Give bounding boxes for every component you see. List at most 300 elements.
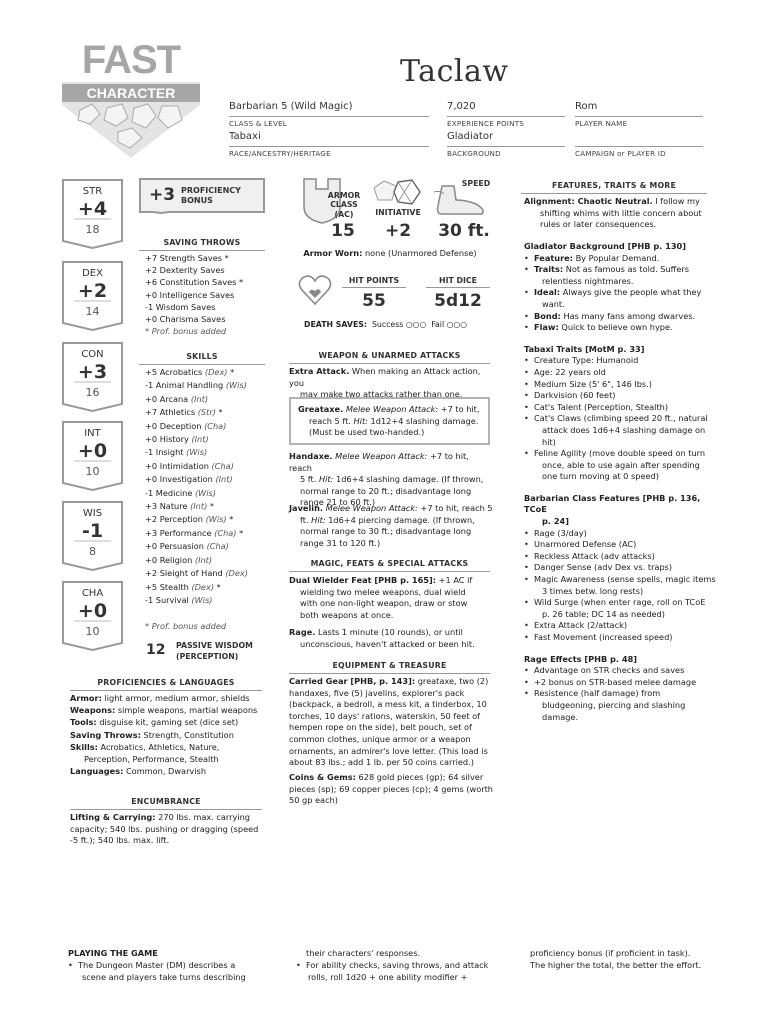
initiative-value: +2 <box>384 221 412 241</box>
gear-line <box>289 676 497 688</box>
skill-proficiency-mark: * <box>229 514 234 525</box>
skill-proficiency-mark: * <box>230 367 235 377</box>
handaxe-key: Handaxe. <box>289 451 333 461</box>
javelin-line: +7 to hit, reach 5 <box>420 503 493 513</box>
dual-wielder-line: with one non-light weapon, draw or stow <box>300 598 468 609</box>
encumbrance-title: ENCUMBRANCE <box>70 797 262 810</box>
ability-modifier: +4 <box>77 198 108 220</box>
skill-ability: (Cha) <box>214 527 237 538</box>
proficiencies-list <box>70 692 268 777</box>
fast-character-logo <box>62 40 200 158</box>
skill-proficiency-mark: * <box>239 527 244 538</box>
skill-proficiency-mark: * <box>216 581 221 592</box>
ability-wis <box>62 501 123 571</box>
skill-ability: (Wis) <box>191 594 213 605</box>
gladiator-trait-value: Has many fans among dwarves. <box>563 310 696 321</box>
ability-score: 16 <box>85 386 100 399</box>
saving-throw-item: +2 Dexterity Saves <box>145 265 225 276</box>
encumbrance-line: -5 ft.); 540 lbs. max. lift. <box>70 835 170 846</box>
saving-throw-item: +0 Intelligence Saves <box>145 289 235 300</box>
proficiency-value: Acrobatics, Athletics, Nature, <box>100 741 220 752</box>
proficiency-key: Saving Throws: <box>70 729 141 740</box>
greataxe-line: (Must be used two-handed.) <box>309 427 425 438</box>
handaxe-attack-type: Melee Weapon Attack: <box>335 451 428 461</box>
skill-name: Deception <box>159 420 202 431</box>
passive-wisdom-label <box>176 641 276 662</box>
dual-wielder-feat <box>289 575 494 621</box>
greataxe-line: +7 to hit, <box>440 404 480 414</box>
skill-row <box>145 567 270 580</box>
feature-bullet-line: • Rage (3/day) <box>524 528 718 540</box>
proficiency-row <box>70 753 268 765</box>
rage-key: Rage. <box>289 627 316 637</box>
attacks-title: WEAPON & UNARMED ATTACKS <box>289 351 490 364</box>
extra-attack-line: may make two attacks rather than one. <box>300 389 463 400</box>
feature-bullet-line: • Medium Size (5' 6", 146 lbs.) <box>524 379 718 391</box>
encumbrance-text <box>70 812 268 847</box>
skill-row <box>145 446 270 459</box>
ability-modifier: -1 <box>81 520 104 542</box>
proficiency-value: Perception, Performance, Stealth <box>84 754 219 765</box>
skills-list <box>145 366 270 607</box>
skill-name: History <box>159 434 189 445</box>
skill-modifier: +3 <box>145 527 158 538</box>
ability-modifier: +2 <box>77 280 108 302</box>
gladiator-trait-line <box>524 287 718 299</box>
skill-ability: (Cha) <box>204 420 227 431</box>
extra-attack <box>289 366 494 401</box>
proficiency-value: simple weapons, martial weapons <box>117 705 258 716</box>
alignment-line: I follow my <box>655 196 700 206</box>
saving-throws-list <box>145 252 270 337</box>
skill-name: Stealth <box>159 581 189 592</box>
proficiency-value: Common, Dwarvish <box>125 766 207 777</box>
skill-modifier: +0 <box>145 474 158 485</box>
feature-bullet-line: • Extra Attack (2/attack) <box>524 620 718 632</box>
ability-name: STR <box>82 186 103 197</box>
skill-ability: (Cha) <box>211 460 234 471</box>
gladiator-trait-line <box>524 264 718 276</box>
feature-section-title: Tabaxi Traits [MotM p. 33] <box>524 343 645 354</box>
alignment <box>524 196 714 231</box>
skill-modifier: +0 <box>145 554 158 565</box>
skill-name: Survival <box>155 594 189 605</box>
skill-row <box>145 420 270 433</box>
javelin-line: normal range to 30 ft.; disadvantage long <box>300 526 472 537</box>
dual-wielder-line: +1 AC if <box>438 575 473 585</box>
class-level-value: Barbarian 5 (Wild Magic) <box>229 101 353 112</box>
skill-name: Intimidation <box>159 460 209 471</box>
skill-modifier: -1 <box>145 380 154 391</box>
feature-bullet-line: • Cat's Talent (Perception, Stealth) <box>524 402 718 414</box>
race-field <box>229 130 429 158</box>
death-saves-fail-label: Fail <box>431 320 445 329</box>
coins-line: pieces (sp); 69 copper pieces (cp); 4 gems (worth <box>289 783 493 794</box>
gear-line: (backpack, a bedroll, a mess kit, a tinderbox, 10 <box>289 699 487 710</box>
encumbrance-line: capacity; 540 lbs. pushing or dragging (speed <box>70 823 259 834</box>
proficiency-bonus-label <box>181 186 241 206</box>
skill-modifier: -1 <box>145 487 154 498</box>
skill-row <box>145 433 270 446</box>
coins-key: Coins & Gems: <box>289 772 356 782</box>
ability-score: 18 <box>85 223 100 236</box>
proficiency-bonus-value: +3 <box>149 185 176 205</box>
hp-label: HIT POINTS <box>342 276 406 288</box>
javelin-attack <box>289 503 494 549</box>
proficiency-key: Weapons: <box>70 705 116 716</box>
extra-attack-key: Extra Attack. <box>289 366 350 376</box>
skill-modifier: +0 <box>145 420 158 431</box>
skill-ability: (Wis) <box>194 487 216 498</box>
ac-label-line: CLASS <box>330 200 358 210</box>
footer-title: PLAYING THE GAME <box>68 948 158 958</box>
background-value: Gladiator <box>447 131 494 142</box>
coins-text: 628 gold pieces (gp); 64 silver <box>358 772 484 782</box>
proficiency-row <box>70 729 268 741</box>
ability-score: 8 <box>89 545 96 558</box>
feature-bullet-line: • Unarmored Defense (AC) <box>524 539 718 551</box>
skill-modifier: +0 <box>145 434 158 445</box>
encumbrance-line: 270 lbs. max. carrying <box>158 812 251 822</box>
coins-line: 50 gp each) <box>289 795 338 806</box>
death-saves-key: DEATH SAVES: <box>304 320 367 329</box>
features-title: FEATURES, TRAITS & MORE <box>521 181 707 194</box>
xp-value: 7,020 <box>447 101 476 112</box>
proficiency-label-line2: BONUS <box>181 196 213 205</box>
death-saves <box>304 319 494 331</box>
ability-modifier: +0 <box>77 440 108 462</box>
campaign-label: CAMPAIGN or PLAYER ID <box>575 149 666 158</box>
footer-line: rolls, roll 1d20 + one ability modifier + <box>308 972 468 982</box>
footer-line: The higher the total, the better the effort. <box>530 960 702 970</box>
handaxe-line: 1d6+4 slashing damage. (If thrown, <box>336 474 484 485</box>
death-saves-fail-circles[interactable]: ○○○ <box>446 320 468 329</box>
feature-section-title: Barbarian Class Features [PHB p. 136, TCoE <box>524 492 701 515</box>
feature-bullet-line: once, able to use again after spending <box>542 459 700 470</box>
skill-ability: (Wis) <box>205 514 227 525</box>
saving-throw-item: -1 Wisdom Saves <box>145 301 216 312</box>
feature-bullet-line: bludgeoning, piercing and slashing <box>542 699 686 710</box>
feature-section-title-cont: p. 24] <box>542 516 569 527</box>
campaign-value <box>575 130 703 144</box>
campaign-field <box>575 130 703 158</box>
skill-row <box>145 473 270 486</box>
feature-bullet-line: • +2 bonus on STR-based melee damage <box>524 677 718 689</box>
feature-bullet-line: • Age: 22 years old <box>524 367 718 379</box>
skill-row <box>145 500 270 513</box>
armor-worn-key: Armor Worn: <box>303 248 363 258</box>
speed-value: 30 ft. <box>438 221 490 241</box>
dual-wielder-line: wielding two melee weapons, dual wield <box>300 586 466 597</box>
saving-throw-item: +0 Charisma Saves <box>145 314 226 325</box>
greataxe-attack <box>289 397 490 445</box>
skill-modifier: +2 <box>145 514 158 525</box>
greataxe-hit: Hit: <box>353 415 368 426</box>
alignment-key: Alignment: Chaotic Neutral. <box>524 196 653 206</box>
javelin-line: range 31 to 120 ft.) <box>300 537 381 548</box>
saving-throws-note: * Prof. bonus added <box>145 326 227 337</box>
skill-name: Arcana <box>159 393 189 404</box>
footer-col3 <box>530 947 730 971</box>
passive-wisdom-value: 12 <box>146 642 166 658</box>
skill-name: Sleight of Hand <box>159 568 223 579</box>
gear-line: about 83 lbs.; add 1 lb. per 50 coins carried.) <box>289 757 474 768</box>
gladiator-trait-key: Traits: <box>534 264 564 275</box>
feature-bullet-line: • Wild Surge (when enter rage, roll on TCoE <box>524 597 718 609</box>
gladiator-trait-line <box>524 311 718 323</box>
gladiator-trait-key: Ideal: <box>534 287 561 298</box>
skill-row <box>145 581 270 594</box>
initiative-label: INITIATIVE <box>375 208 421 217</box>
footer-line: • The Dungeon Master (DM) describes a <box>68 959 268 971</box>
ability-name: INT <box>84 428 101 439</box>
feature-section-title: Gladiator Background [PHB p. 130] <box>524 241 686 251</box>
class-level-label: CLASS & LEVEL <box>229 119 288 128</box>
skill-ability: (Cha) <box>206 541 229 552</box>
feature-bullet-line: • Resistence (half damage) from <box>524 688 718 700</box>
skill-name: Religion <box>159 554 193 565</box>
feature-bullet-line: • Reckless Attack (adv attacks) <box>524 551 718 563</box>
javelin-key: Javelin. <box>289 503 324 513</box>
skill-row <box>145 513 270 526</box>
features-list <box>524 241 718 723</box>
skill-modifier: +5 <box>145 581 158 592</box>
xp-field <box>447 100 565 128</box>
gladiator-trait-value: Quick to believe own hype. <box>561 322 673 333</box>
background-field <box>447 130 565 158</box>
handaxe-line: range 21 to 60 ft.) <box>300 497 376 508</box>
gear-line: ornaments, an admirer's love letter. (This load is <box>289 745 488 756</box>
skill-ability: (Int) <box>215 474 233 485</box>
handaxe-line: 5 ft. <box>300 474 317 485</box>
gladiator-trait-key: Flaw: <box>534 322 559 333</box>
feature-bullet-line: attack does 1d6+4 slashing damage on <box>542 424 706 435</box>
proficiency-key: Languages: <box>70 766 124 777</box>
skill-ability: (Wis) <box>186 447 208 458</box>
gear-line: hempen rope on the side), belt pouch, set of <box>289 722 472 733</box>
javelin-hit: Hit: <box>311 514 326 525</box>
skill-row <box>145 540 270 553</box>
proficiency-value: Strength, Constitution <box>143 729 234 740</box>
dual-wielder-key: Dual Wielder Feat [PHB p. 165]: <box>289 575 437 585</box>
skill-ability: (Int) <box>190 393 209 404</box>
equipment-title: EQUIPMENT & TREASURE <box>289 661 490 674</box>
gladiator-trait-value: Always give the people what they <box>562 287 702 298</box>
handaxe-line: +7 to hit, reach <box>289 451 469 473</box>
death-saves-success-label: Success <box>371 320 404 329</box>
proficiency-label-line1: PROFICIENCY <box>181 186 241 195</box>
greataxe-line: 1d12+4 slashing damage. <box>370 415 479 426</box>
javelin-line: ft. <box>300 514 309 525</box>
feature-bullet-line: • Creature Type: Humanoid <box>524 355 718 367</box>
skill-proficiency-mark: * <box>209 501 214 512</box>
xp-label: EXPERIENCE POINTS <box>447 119 525 128</box>
skill-name: Medicine <box>155 487 193 498</box>
skill-modifier: -1 <box>145 594 154 605</box>
skill-name: Nature <box>159 501 188 512</box>
logo-character-text: CHARACTER <box>62 84 200 102</box>
gladiator-trait-line <box>524 253 718 265</box>
skill-name: Acrobatics <box>159 367 203 377</box>
ability-modifier: +0 <box>77 600 108 622</box>
skill-row <box>145 554 270 567</box>
armor-worn-value: none (Unarmored Defense) <box>364 248 477 258</box>
skill-row <box>145 487 270 500</box>
feature-bullet-line: 3 times betw. long rests) <box>542 585 644 596</box>
hit-dice-label: HIT DICE <box>426 276 490 288</box>
gear-line: handaxes, five (5) javelins, explorer's pack <box>289 687 465 698</box>
rage-feature <box>289 627 494 650</box>
greataxe-key: Greataxe. <box>298 404 344 414</box>
skill-modifier: +3 <box>145 501 158 512</box>
proficiency-value: light armor, medium armor, shields <box>104 693 250 703</box>
extra-attack-line: When making an Attack action, you <box>289 366 481 388</box>
feature-bullet-line: • Cat's Claws (climbing speed 20 ft., natural <box>524 413 718 425</box>
death-saves-success-circles[interactable]: ○○○ <box>405 320 427 329</box>
greataxe-line: reach 5 ft. <box>309 415 351 426</box>
footer-line: • For ability checks, saving throws, and attack <box>296 959 506 971</box>
ac-value: 15 <box>331 221 355 241</box>
gladiator-trait-line: relentless nightmares. <box>542 275 634 286</box>
footer-col1 <box>68 947 268 983</box>
hit-dice-value: 5d12 <box>434 291 482 311</box>
ac-label <box>324 191 364 219</box>
ability-con <box>62 342 123 412</box>
rage-line: Lasts 1 minute (10 rounds), or until <box>317 627 463 637</box>
footer-col2 <box>296 947 506 983</box>
saving-throws-title: SAVING THROWS <box>139 238 265 251</box>
skills-note: * Prof. bonus added <box>145 621 227 631</box>
gladiator-trait-line: want. <box>542 298 565 309</box>
skill-name: Perception <box>159 514 203 525</box>
skill-name: Performance <box>159 527 212 538</box>
proficiencies-title: PROFICIENCIES & LANGUAGES <box>70 678 262 691</box>
skill-row <box>145 366 270 379</box>
ac-label-line: (AC) <box>334 209 354 219</box>
skill-ability: (Wis) <box>225 380 247 391</box>
skill-modifier: +7 <box>145 407 158 418</box>
encumbrance-key: Lifting & Carrying: <box>70 812 156 822</box>
ability-name: DEX <box>82 268 103 279</box>
ability-name: CHA <box>81 588 104 599</box>
skill-modifier: +0 <box>145 460 158 471</box>
proficiency-value: disguise kit, gaming set (dice set) <box>99 717 239 728</box>
skill-name: Insight <box>155 447 184 458</box>
gear-line: torches, 10 days' rations, waterskin, 50 feet of <box>289 710 481 721</box>
feature-bullet-line: • Magic Awareness (sense spells, magic items <box>524 574 718 586</box>
character-name: Taclaw <box>400 54 509 89</box>
proficiency-key: Skills: <box>70 741 98 752</box>
ability-score: 10 <box>85 465 100 478</box>
skill-row <box>145 379 270 392</box>
gladiator-trait-line <box>524 322 718 334</box>
greataxe-attack-type: Melee Weapon Attack: <box>345 404 439 414</box>
skill-name: Animal Handling <box>155 380 224 391</box>
handaxe-line: normal range to 20 ft.; disadvantage long <box>300 485 472 496</box>
dual-wielder-line: both weapons at once. <box>300 609 394 620</box>
ac-label-line: ARMOR <box>327 191 361 200</box>
footer-line: proficiency bonus (if proficient in task). <box>530 948 691 958</box>
gear-text: greataxe, two (2) <box>417 676 489 686</box>
magic-title: MAGIC, FEATS & SPECIAL ATTACKS <box>289 559 490 572</box>
feature-bullet-line: p. 26 table; DC 14 as needed) <box>542 608 665 619</box>
heart-icon <box>298 274 332 306</box>
speed-label: SPEED <box>461 179 491 188</box>
race-label: RACE/ANCESTRY/HERITAGE <box>229 149 331 158</box>
skill-ability: (Int) <box>190 501 208 512</box>
skill-modifier: +0 <box>145 541 158 552</box>
player-field <box>575 100 703 128</box>
proficiency-key: Armor: <box>70 693 102 703</box>
ability-str <box>62 179 123 249</box>
skill-row <box>145 393 270 406</box>
skill-ability: (Dex) <box>204 367 228 377</box>
handaxe-hit: Hit: <box>318 474 334 485</box>
skill-row <box>145 460 270 473</box>
alignment-line: rules or later consequences. <box>540 219 657 230</box>
ability-dex <box>62 261 123 331</box>
skill-ability: (Str) <box>197 407 216 418</box>
proficiency-row <box>70 765 268 777</box>
skill-name: Persuasion <box>159 541 204 552</box>
skill-row <box>145 594 270 607</box>
proficiency-row <box>70 692 268 704</box>
background-label: BACKGROUND <box>447 149 501 158</box>
ability-name: CON <box>81 349 104 360</box>
skill-name: Athletics <box>159 407 196 418</box>
skill-row <box>145 406 270 419</box>
skill-modifier: -1 <box>145 447 154 458</box>
gladiator-trait-key: Bond: <box>534 310 561 321</box>
feature-bullet-line: hit) <box>542 436 556 447</box>
footer-line: scene and players take turns describing <box>82 972 246 982</box>
ability-score: 10 <box>85 625 100 638</box>
saving-throw-item: +7 Strength Saves * <box>145 253 229 263</box>
footer-line: their characters' responses. <box>306 948 421 958</box>
skill-modifier: +0 <box>145 393 158 404</box>
proficiency-row <box>70 741 268 753</box>
javelin-attack-type: Melee Weapon Attack: <box>325 503 418 513</box>
feature-bullet-line: one turn moving at 0 speed) <box>542 471 659 482</box>
skill-ability: (Int) <box>194 554 213 565</box>
carried-gear <box>289 676 497 769</box>
gear-key: Carried Gear [PHB, p. 143]: <box>289 676 416 686</box>
passive-label-line2: (PERCEPTION) <box>176 651 239 661</box>
feature-bullet-line: • Feline Agility (move double speed on turn <box>524 448 718 460</box>
ability-cha <box>62 581 123 651</box>
ability-modifier: +3 <box>77 361 108 383</box>
skill-ability: (Int) <box>191 434 209 445</box>
dice-icon <box>370 178 424 208</box>
hp-value: 55 <box>362 291 386 311</box>
feature-bullet-line: damage. <box>542 711 579 722</box>
skill-proficiency-mark: * <box>218 407 223 418</box>
class-level-field <box>229 100 429 128</box>
player-label: PLAYER NAME <box>575 119 628 128</box>
logo-fast-text: FAST <box>81 38 181 82</box>
skills-title: SKILLS <box>139 352 265 365</box>
ability-name: WIS <box>82 508 103 519</box>
gladiator-trait-key: Feature: <box>534 252 573 263</box>
handaxe-attack <box>289 451 494 509</box>
proficiency-row <box>70 704 268 716</box>
feature-bullet-line: • Danger Sense (adv Dex vs. traps) <box>524 562 718 574</box>
skill-ability: (Dex) <box>191 581 215 592</box>
feature-bullet-line: • Fast Movement (increased speed) <box>524 632 718 644</box>
skill-row <box>145 527 270 540</box>
coins-gems <box>289 772 497 807</box>
rage-line: unconscious, haven't attacked or been hit. <box>300 638 475 649</box>
